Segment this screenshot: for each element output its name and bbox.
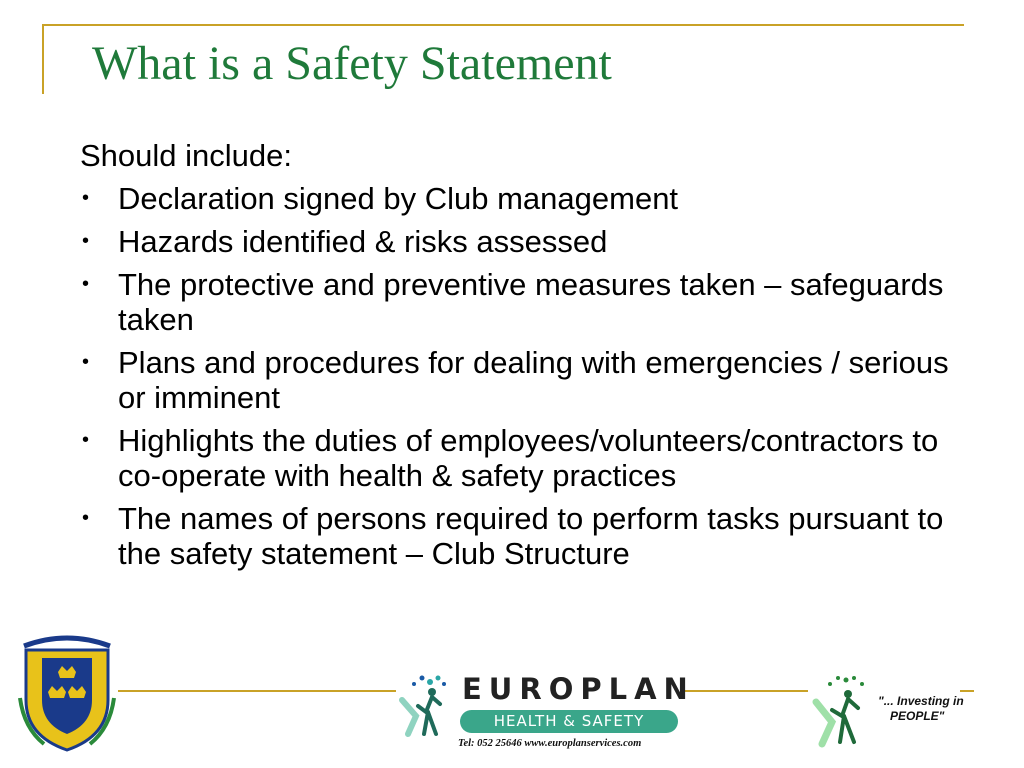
figure-icon	[396, 672, 456, 742]
bullet-item	[80, 345, 960, 415]
investing-line-1: "... Investing in	[878, 694, 964, 708]
bullet-dot-icon: •	[82, 429, 90, 451]
bullet-item	[80, 501, 960, 571]
bullet-text: Declaration signed by Club management	[118, 181, 679, 216]
investing-figure-logo	[810, 672, 876, 750]
crest-icon	[18, 628, 116, 754]
investing-tagline	[878, 694, 964, 724]
slide-title: What is a Safety Statement	[92, 37, 612, 90]
footer-rule-right	[960, 690, 974, 692]
bullet-item	[80, 423, 960, 493]
bullet-item	[80, 267, 960, 337]
bullet-text: The names of persons required to perform tasks pursuant to the safety statement – Club Structure	[118, 501, 944, 571]
europlan-figure-logo	[396, 672, 456, 742]
bullet-text: The protective and preventive measures taken – safeguards taken	[118, 267, 944, 337]
bullet-list	[80, 181, 960, 571]
bullet-dot-icon: •	[82, 351, 90, 373]
europlan-brand: EUROPLAN	[462, 672, 695, 706]
bullet-text: Plans and procedures for dealing with emergencies / serious or imminent	[118, 345, 949, 415]
slide-body	[80, 138, 960, 579]
figure-icon	[810, 672, 876, 750]
footer-rule-left	[118, 690, 396, 692]
bullet-dot-icon: •	[82, 230, 90, 252]
county-crest-logo	[18, 628, 116, 754]
footer-rule-middle	[684, 690, 808, 692]
bullet-item	[80, 224, 960, 259]
bullet-item	[80, 181, 960, 216]
slide-frame-left-rule	[42, 24, 44, 94]
bullet-text: Highlights the duties of employees/volunteers/contractors to co-operate with health & safety practices	[118, 423, 939, 493]
bullet-dot-icon: •	[82, 187, 90, 209]
bullet-dot-icon: •	[82, 507, 90, 529]
intro-text: Should include:	[80, 138, 292, 173]
europlan-tagline: HEALTH & SAFETY	[460, 710, 678, 733]
investing-line-2: PEOPLE"	[890, 709, 945, 723]
europlan-contact: Tel: 052 25646 www.europlanservices.com	[458, 738, 642, 749]
bullet-text: Hazards identified & risks assessed	[118, 224, 608, 259]
slide-frame-top-rule	[42, 24, 964, 26]
bullet-dot-icon: •	[82, 273, 90, 295]
